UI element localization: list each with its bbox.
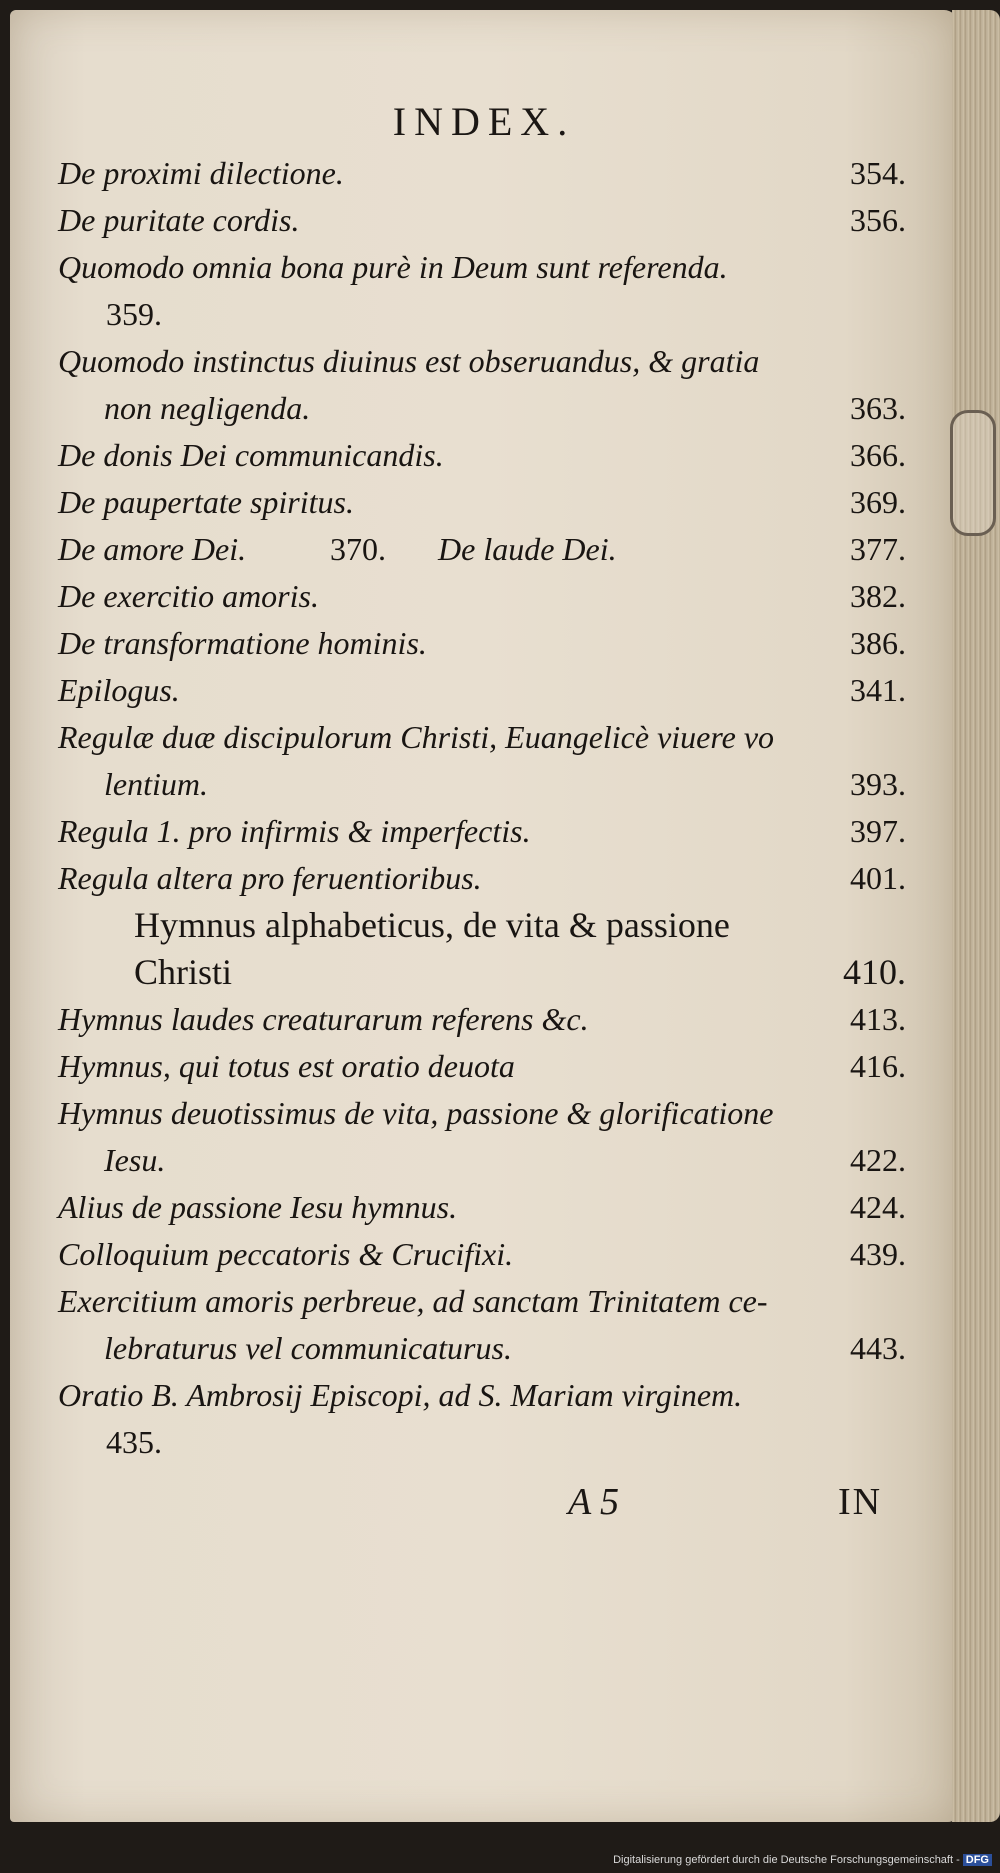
entry-page: 401. [850, 860, 906, 896]
index-entry [58, 1231, 906, 1278]
index-entry [58, 761, 906, 808]
index-entry [58, 1419, 906, 1466]
entry-title: lebraturus vel communicaturus. [104, 1330, 512, 1366]
entry-page: 386. [850, 625, 906, 661]
entry-title: Regula altera pro feruentioribus. [58, 860, 482, 896]
index-entry [58, 1278, 906, 1325]
entry-title: Regula 1. pro infirmis & imperfectis. [58, 813, 531, 849]
digitization-credit [613, 1854, 992, 1866]
entry-page: 377. [850, 531, 906, 567]
index-entry [58, 996, 906, 1043]
entry-page: 369. [850, 484, 906, 520]
entry-page: 341. [850, 672, 906, 708]
entry-title: Colloquium peccatoris & Crucifixi. [58, 1236, 514, 1272]
entry-page: 382. [850, 578, 906, 614]
index-entry [58, 714, 906, 761]
entry-mid-page: 370. [330, 531, 386, 567]
entry-page: 359. [106, 296, 162, 332]
index-entry [58, 479, 906, 526]
catchword: IN [838, 1481, 883, 1523]
index-entry [58, 1043, 906, 1090]
entry-title: Hymnus, qui totus est oratio deuota [58, 1048, 515, 1084]
index-list [58, 150, 906, 1466]
credit-text: Digitalisierung gefördert durch die Deutsche Forschungsgemeinschaft - [613, 1854, 960, 1866]
index-entry [58, 949, 906, 996]
entry-page: 443. [850, 1330, 906, 1366]
page-edges [952, 10, 1000, 1822]
dfg-logo: DFG [963, 1854, 992, 1866]
index-entry [58, 432, 906, 479]
entry-title: Quomodo omnia bona purè in Deum sunt referenda. [58, 249, 728, 285]
index-entry [58, 1372, 906, 1419]
index-entry [58, 385, 906, 432]
entry-title: Hymnus deuotissimus de vita, passione & glorificatione [58, 1095, 774, 1131]
entry-page: 424. [850, 1189, 906, 1225]
entry-title: De transformatione hominis. [58, 625, 427, 661]
index-entry [58, 1184, 906, 1231]
entry-title: Iesu. [104, 1142, 166, 1178]
entry-page: 354. [850, 155, 906, 191]
entry-mid-title: De laude Dei. [438, 531, 617, 567]
entry-page: 435. [106, 1424, 162, 1460]
signature-mark: A 5 [568, 1481, 620, 1523]
entry-page: 363. [850, 390, 906, 426]
index-entry [58, 1090, 906, 1137]
index-entry [58, 1137, 906, 1184]
entry-title: De amore Dei. [58, 531, 247, 567]
entry-title: De proximi dilectione. [58, 155, 344, 191]
bookmark-ribbon [950, 410, 996, 536]
index-entry [58, 573, 906, 620]
entry-page: 397. [850, 813, 906, 849]
entry-page: 410. [843, 952, 906, 992]
index-entry [58, 667, 906, 714]
entry-page: 439. [850, 1236, 906, 1272]
index-entry [58, 620, 906, 667]
entry-title: Oratio B. Ambrosij Episcopi, ad S. Mariam virginem. [58, 1377, 743, 1413]
entry-title: Quomodo instinctus diuinus est obseruandus, & gratia [58, 343, 760, 379]
entry-page: 422. [850, 1142, 906, 1178]
entry-title: De puritate cordis. [58, 202, 300, 238]
entry-title: Alius de passione Iesu hymnus. [58, 1189, 458, 1225]
entry-title: Christi [134, 952, 233, 992]
index-entry [58, 808, 906, 855]
index-entry [58, 338, 906, 385]
index-entry [58, 855, 906, 902]
index-entry [58, 526, 906, 573]
entry-title: Hymnus alphabeticus, de vita & passione [134, 905, 730, 945]
entry-page: 356. [850, 202, 906, 238]
entry-page: 393. [850, 766, 906, 802]
entry-page: 413. [850, 1001, 906, 1037]
index-entry [58, 197, 906, 244]
entry-title: Exercitium amoris perbreue, ad sanctam Trinitatem ce- [58, 1283, 768, 1319]
entry-title: lentium. [104, 766, 208, 802]
index-entry [58, 244, 906, 291]
entry-title: De paupertate spiritus. [58, 484, 354, 520]
index-entry [58, 1325, 906, 1372]
book-page [10, 10, 958, 1822]
page-footer [10, 1480, 958, 1530]
page-header: INDEX. [392, 99, 576, 144]
index-entry [58, 150, 906, 197]
index-entry [58, 902, 906, 949]
entry-page: 416. [850, 1048, 906, 1084]
entry-title: De donis Dei communicandis. [58, 437, 444, 473]
entry-page: 366. [850, 437, 906, 473]
entry-title: De exercitio amoris. [58, 578, 319, 614]
entry-title: Regulæ duæ discipulorum Christi, Euangelicè viuere vo [58, 719, 775, 755]
index-entry [58, 291, 906, 338]
entry-title: Hymnus laudes creaturarum referens &c. [58, 1001, 589, 1037]
entry-title: non negligenda. [104, 390, 311, 426]
entry-title: Epilogus. [58, 672, 180, 708]
